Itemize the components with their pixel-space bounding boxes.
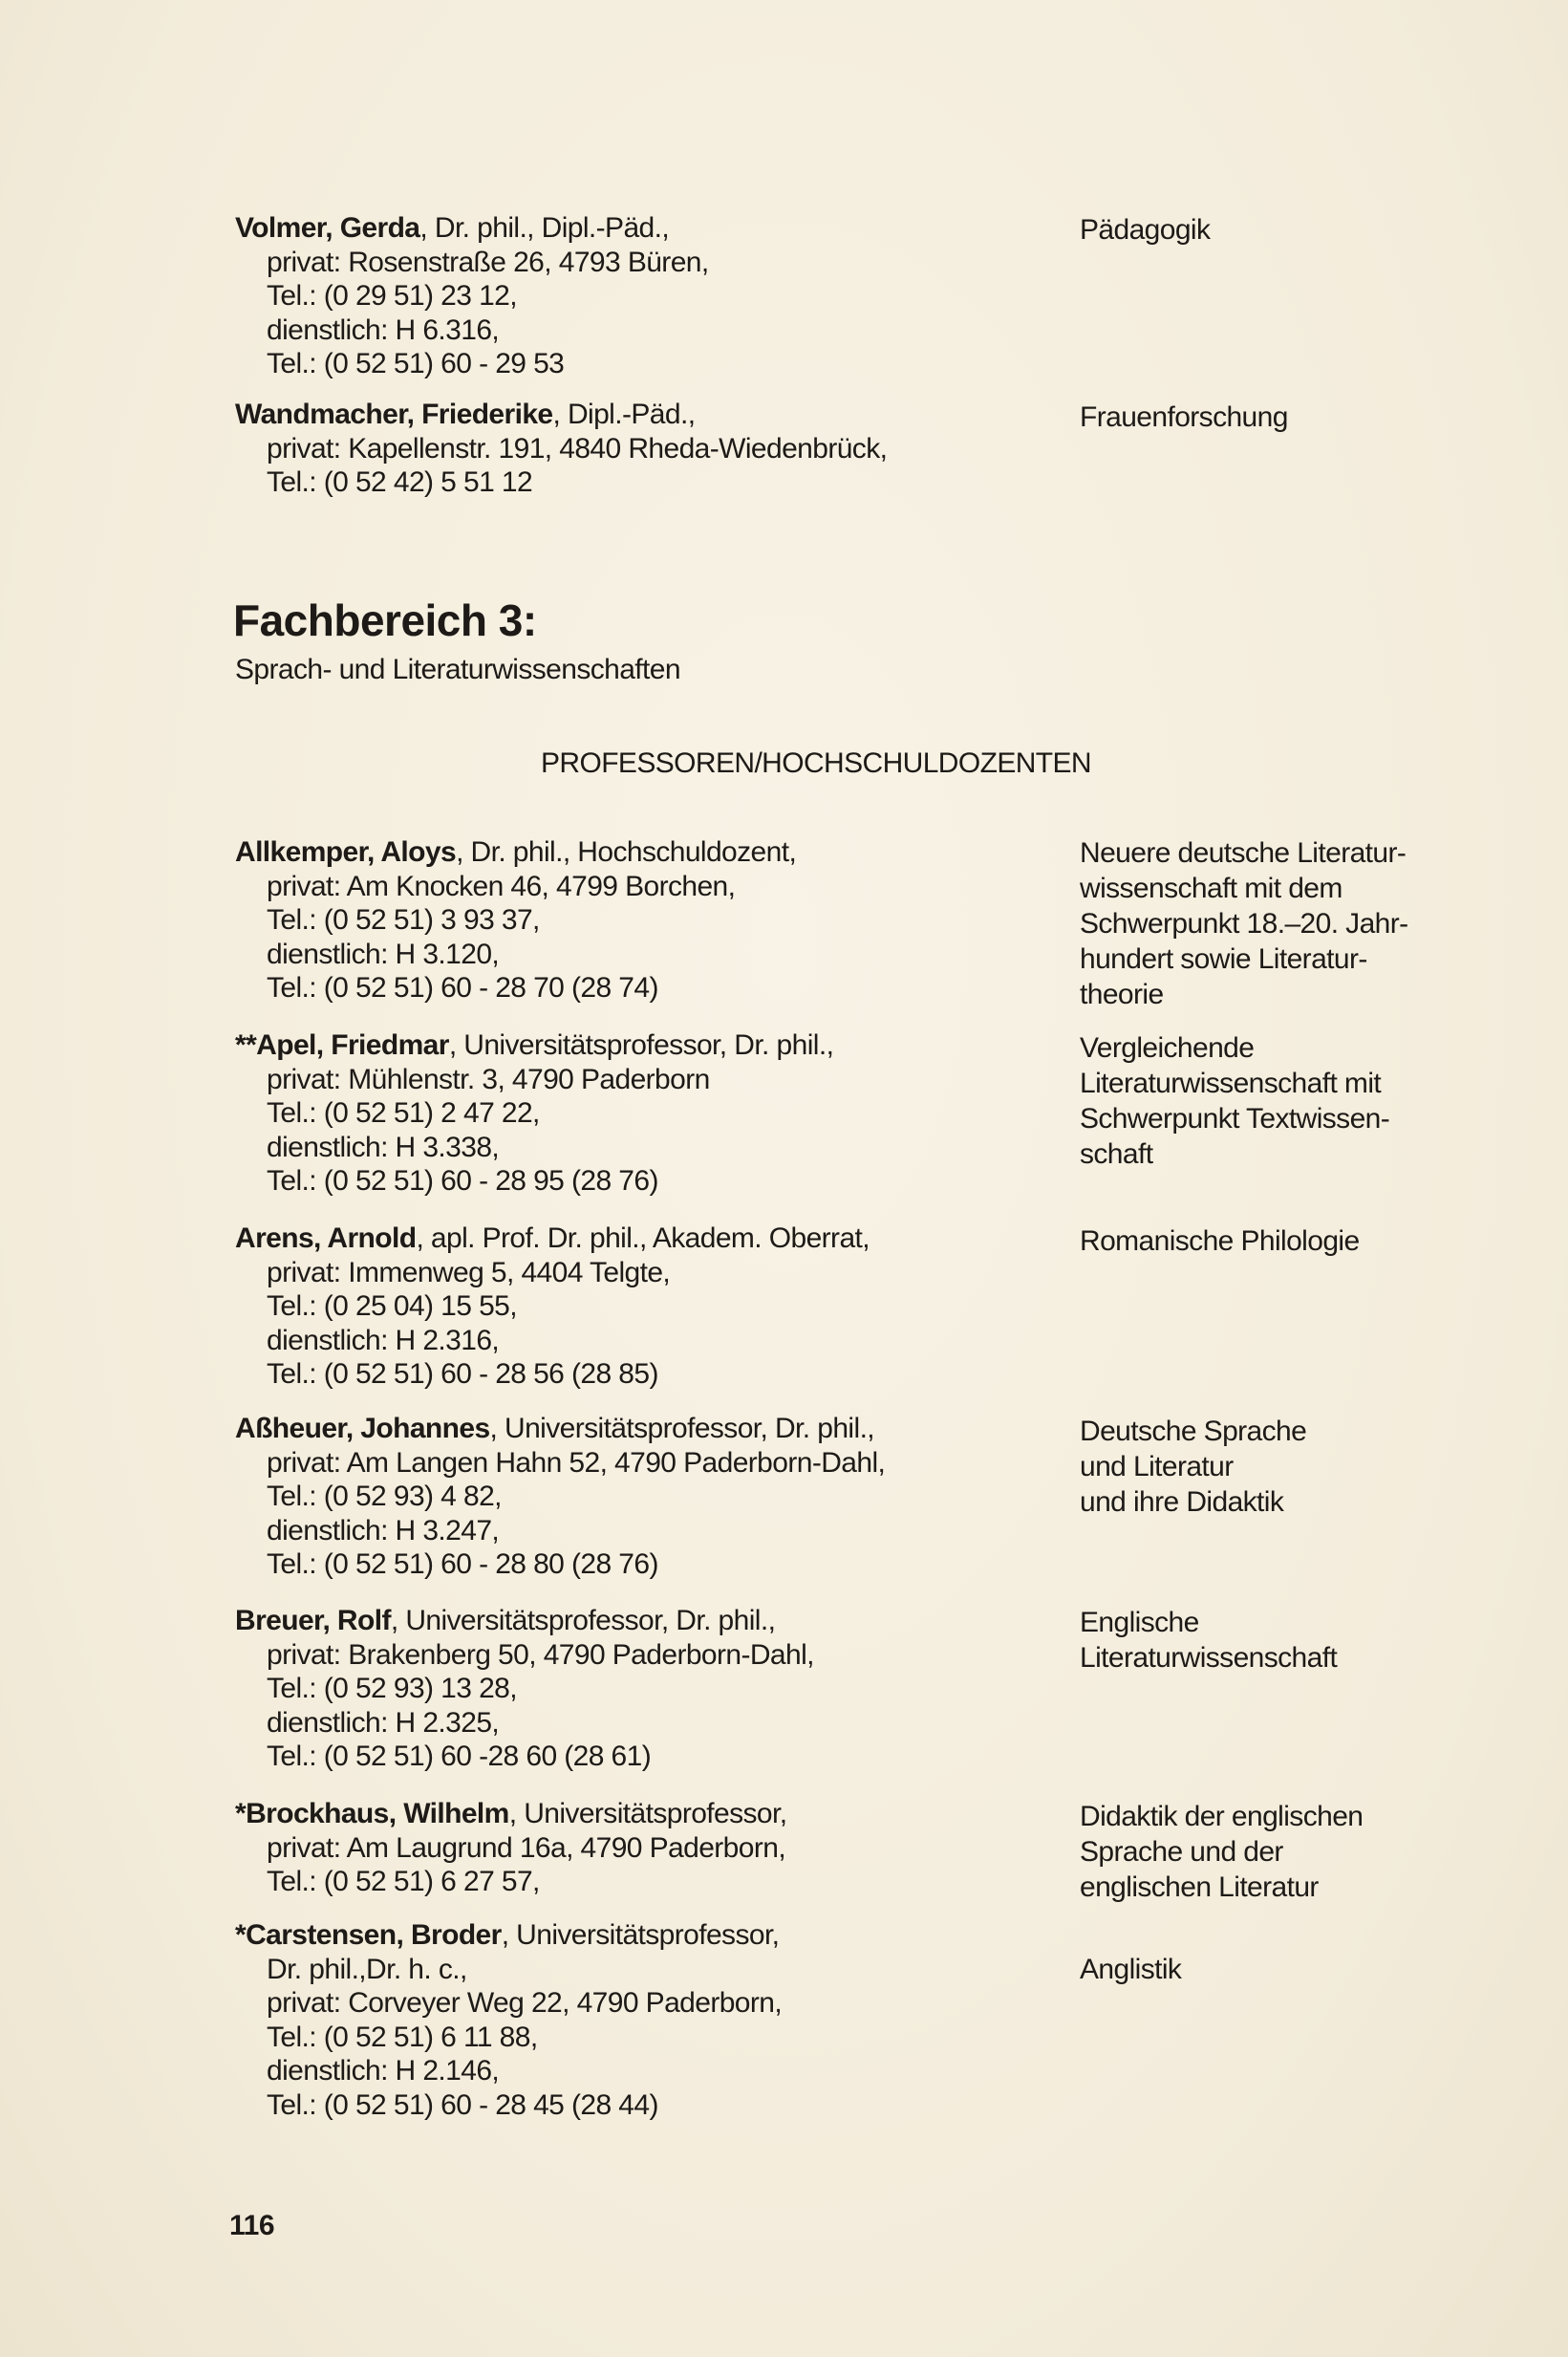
person-degrees: Dr. phil.,Dr. h. c.,: [267, 1953, 467, 1985]
subject-carstensen: [1080, 1952, 1481, 1987]
private-phone: Tel.: (0 52 93) 4 82,: [267, 1481, 502, 1512]
subject-arens: [1080, 1223, 1481, 1259]
entry-header: [235, 211, 1057, 246]
subject-breuer: [1080, 1605, 1481, 1676]
subject-line: Didaktik der englischen: [1080, 1801, 1364, 1832]
subject-line: Englische: [1080, 1607, 1199, 1638]
person-title: , Universitätsprofessor, Dr. phil.,: [489, 1413, 875, 1444]
subject-allkemper: [1080, 835, 1481, 1012]
subject-line: Deutsche Sprache: [1080, 1416, 1307, 1447]
office-phone: Tel.: (0 52 51) 60 - 28 56 (28 85): [267, 1358, 658, 1390]
subject-line: wissenschaft mit dem: [1080, 873, 1342, 904]
private-address: privat: Mühlenstr. 3, 4790 Paderborn: [267, 1063, 710, 1095]
subject-line: Frauenforschung: [1080, 401, 1288, 433]
private-address: privat: Am Langen Hahn 52, 4790 Paderborn-Dahl,: [267, 1446, 886, 1479]
person-name: *Carstensen, Broder: [235, 1919, 502, 1951]
office-phone: Tel.: (0 52 51) 60 - 28 80 (28 76): [267, 1548, 658, 1580]
person-title: , Universitätsprofessor, Dr. phil.,: [448, 1029, 834, 1061]
subject-line: Schwerpunkt Textwissen-: [1080, 1103, 1390, 1135]
office-room: dienstlich: H 2.325,: [267, 1706, 500, 1739]
private-phone: Tel.: (0 52 51) 2 47 22,: [267, 1097, 540, 1129]
subject-line: Literaturwissenschaft: [1080, 1642, 1338, 1674]
subject-line: Anglistik: [1080, 1954, 1182, 1985]
entry-header: [235, 1918, 1057, 1953]
person-entry-assheuer: [235, 1412, 1057, 1582]
office-phone: Tel.: (0 52 51) 60 - 29 53: [267, 348, 565, 379]
private-address: privat: Am Laugrund 16a, 4790 Paderborn,: [267, 1831, 786, 1864]
private-phone: Tel.: (0 52 51) 6 11 88,: [267, 2021, 538, 2053]
private-address: privat: Immenweg 5, 4404 Telgte,: [267, 1256, 671, 1288]
entry-header: [235, 1604, 1057, 1638]
subject-line: und ihre Didaktik: [1080, 1486, 1284, 1518]
subject-apel: [1080, 1030, 1481, 1172]
office-room: dienstlich: H 3.247,: [267, 1514, 500, 1546]
entry-header: [235, 1222, 1057, 1256]
subject-line: Schwerpunkt 18.–20. Jahr-: [1080, 908, 1408, 940]
person-name: Wandmacher, Friederike: [235, 399, 553, 430]
person-title: , Universitätsprofessor,: [501, 1919, 780, 1951]
subject-line: Literaturwissenschaft mit: [1080, 1068, 1382, 1099]
subject-line: Romanische Philologie: [1080, 1225, 1360, 1257]
subject-line: Neuere deutsche Literatur-: [1080, 837, 1407, 869]
entry-header: [235, 1797, 1057, 1831]
person-entry-arens: [235, 1222, 1057, 1392]
entry-header: [235, 398, 1057, 432]
private-phone: Tel.: (0 52 51) 3 93 37,: [267, 904, 540, 936]
subject-assheuer: [1080, 1414, 1481, 1520]
private-phone: Tel.: (0 29 51) 23 12,: [267, 280, 517, 312]
office-phone: Tel.: (0 52 51) 60 - 28 70 (28 74): [267, 972, 658, 1004]
private-phone: Tel.: (0 25 04) 15 55,: [267, 1290, 517, 1322]
person-title: , Dr. phil., Dipl.-Päd.,: [419, 212, 670, 244]
person-title: , Dipl.-Päd.,: [552, 399, 696, 430]
faculty-subtitle: Sprach- und Literaturwissenschaften: [235, 654, 680, 685]
office-room: dienstlich: H 2.316,: [267, 1324, 500, 1356]
person-entry-breuer: [235, 1604, 1057, 1774]
person-title: , Universitätsprofessor, Dr. phil.,: [390, 1605, 776, 1636]
entry-header: [235, 835, 1057, 870]
private-address: privat: Rosenstraße 26, 4793 Büren,: [267, 246, 709, 278]
subject-line: hundert sowie Literatur-: [1080, 943, 1367, 975]
person-name: Arens, Arnold: [235, 1222, 417, 1254]
person-name: Allkemper, Aloys: [235, 836, 457, 868]
private-phone: Tel.: (0 52 51) 6 27 57,: [267, 1866, 540, 1897]
subject-line: englischen Literatur: [1080, 1871, 1319, 1903]
person-entry-apel: [235, 1028, 1057, 1199]
office-phone: Tel.: (0 52 51) 60 -28 60 (28 61): [267, 1741, 652, 1772]
office-phone: Tel.: (0 52 51) 60 - 28 45 (28 44): [267, 2088, 658, 2121]
person-entry-wandmacher: [235, 398, 1057, 500]
entry-header: [235, 1412, 1057, 1446]
subject-line: schaft: [1080, 1138, 1153, 1170]
page-number: 116: [229, 2210, 275, 2241]
person-entry-carstensen: [235, 1918, 1057, 2122]
office-room: dienstlich: H 2.146,: [267, 2055, 500, 2087]
private-phone: Tel.: (0 52 42) 5 51 12: [267, 466, 533, 498]
faculty-title: Fachbereich 3:: [233, 595, 537, 645]
subject-line: Sprache und der: [1080, 1836, 1283, 1868]
private-address: privat: Am Knocken 46, 4799 Borchen,: [267, 870, 736, 902]
subject-line: und Literatur: [1080, 1451, 1234, 1482]
office-room: dienstlich: H 6.316,: [267, 314, 500, 346]
office-phone: Tel.: (0 52 51) 60 - 28 95 (28 76): [267, 1165, 658, 1197]
subject-wandmacher: [1080, 400, 1481, 435]
person-entry-brockhaus: [235, 1797, 1057, 1899]
person-entry-allkemper: [235, 835, 1057, 1006]
private-address: privat: Kapellenstr. 191, 4840 Rheda-Wiedenbrück,: [267, 432, 888, 465]
person-title: , apl. Prof. Dr. phil., Akadem. Oberrat,: [416, 1222, 870, 1254]
person-name: Aßheuer, Johannes: [235, 1413, 490, 1444]
office-room: dienstlich: H 3.338,: [267, 1131, 500, 1163]
private-phone: Tel.: (0 52 93) 13 28,: [267, 1673, 517, 1704]
person-name: **Apel, Friedmar: [235, 1029, 449, 1061]
office-room: dienstlich: H 3.120,: [267, 938, 500, 970]
private-address: privat: Corveyer Weg 22, 4790 Paderborn,: [267, 1987, 783, 2019]
subject-line: theorie: [1080, 979, 1164, 1010]
person-name: Breuer, Rolf: [235, 1605, 391, 1636]
private-address: privat: Brakenberg 50, 4790 Paderborn-Dahl,: [267, 1638, 814, 1671]
subject-line: Vergleichende: [1080, 1032, 1255, 1064]
section-label: PROFESSOREN/HOCHSCHULDOZENTEN: [541, 747, 1091, 779]
subject-brockhaus: [1080, 1799, 1481, 1905]
person-entry-volmer: [235, 211, 1057, 381]
person-name: Volmer, Gerda: [235, 212, 420, 244]
subject-line: Pädagogik: [1080, 214, 1211, 246]
entry-header: [235, 1028, 1057, 1063]
person-title: , Universitätsprofessor,: [508, 1798, 787, 1829]
person-name: *Brockhaus, Wilhelm: [235, 1798, 509, 1829]
person-title: , Dr. phil., Hochschuldozent,: [456, 836, 797, 868]
subject-volmer: [1080, 212, 1481, 248]
